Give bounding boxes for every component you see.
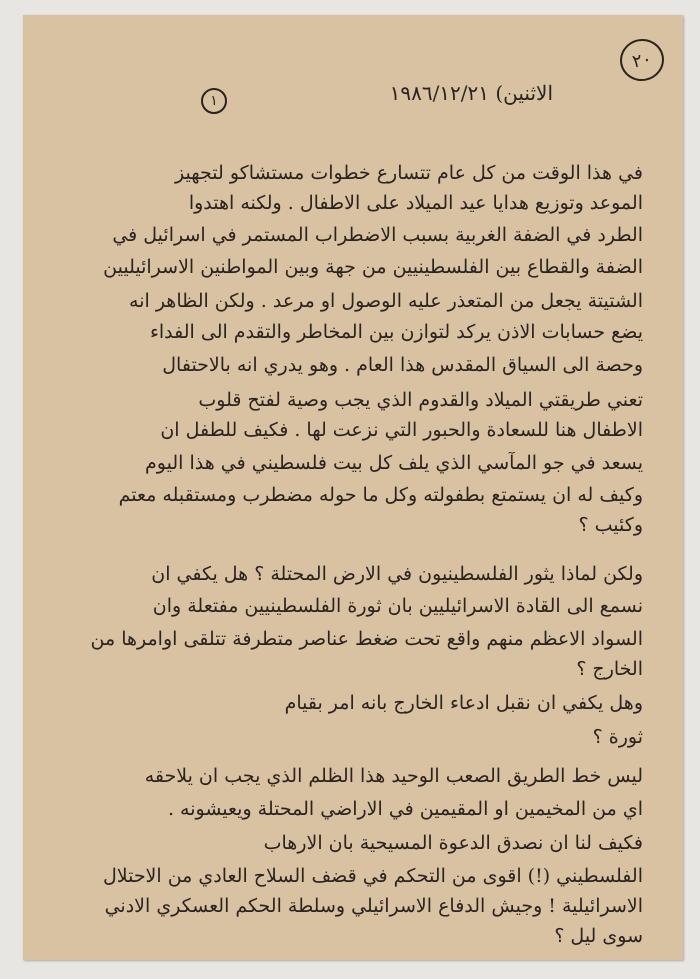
text-line: الطرد في الضفة الغربية بسبب الاضطراب المستمر في اسرائيل في — [112, 224, 643, 246]
text-line: الموعد وتوزيع هدايا عيد الميلاد على الاطفال . ولكنه اهتدوا — [188, 192, 643, 214]
text-line: وكيف له ان يستمتع بطفولته وكل ما حوله مضطرب ومستقبله معتم — [118, 484, 643, 506]
text-line: نسمع الى القادة الاسرائيليين بان ثورة الفلسطينيين مفتعلة وان — [152, 595, 643, 617]
text-line: الخارج ؟ — [576, 658, 643, 680]
text-line: الاطفال هنا للسعادة والحبور التي نزعت لها . فكيف للطفل ان — [160, 419, 643, 441]
document-page — [23, 15, 683, 960]
text-line: سوى ليل ؟ — [554, 925, 643, 947]
text-line: اي من المخيمين او المقيمين في الاراضي المحتلة ويعيشونه . — [167, 798, 643, 820]
date-heading: الاثنين) ١٩٨٦/١٢/٢١ — [389, 81, 553, 105]
text-line: ثورة ؟ — [592, 726, 643, 748]
text-line: في هذا الوقت من كل عام تتسارع خطوات مستشاكو لتجهيز — [175, 162, 643, 184]
text-line: الشتيتة يجعل من المتعذر عليه الوصول او مرعد . ولكن الظاهر انه — [129, 290, 643, 312]
text-line: الفلسطيني (!) اقوى من التحكم في قضف السلاح العادي من الاحتلال — [102, 865, 643, 887]
text-line: الضفة والقطاع بين الفلسطينيين من جهة وبين المواطنين الاسرائيليين — [103, 256, 643, 278]
text-line: وكئيب ؟ — [578, 514, 643, 536]
text-line: ولكن لماذا يثور الفلسطينيون في الارض المحتلة ؟ هل يكفي ان — [151, 563, 643, 585]
text-line: وهل يكفي ان نقبل ادعاء الخارج بانه امر بقيام — [284, 692, 643, 714]
text-line: يسعد في جو المآسي الذي يلف كل بيت فلسطيني في هذا اليوم — [145, 452, 643, 474]
text-line: يضع حسابات الاذن يركد لتوازن بين المخاطر والتقدم الى الفداء — [149, 321, 643, 343]
page-number-circle: ٢٠ — [617, 35, 668, 84]
text-line: ليس خط الطريق الصعب الوحيد هذا الظلم الذي يجب ان يلاحقه — [144, 765, 643, 787]
text-line: الاسرائيلية ! وجيش الدفاع الاسرائيلي وسلطة الحكم العسكري الادني — [104, 895, 643, 917]
text-line: تعني طريقتي الميلاد والقدوم الذي يجب وصية لفتح قلوب — [198, 389, 643, 411]
sheet-number-circle: ١ — [201, 88, 227, 114]
text-line: السواد الاعظم منهم واقع تحت ضغط عناصر متطرفة تتلقى اوامرها من — [90, 628, 643, 650]
text-line: وحصة الى السياق المقدس هذا العام . وهو يدري انه بالاحتفال — [162, 354, 643, 376]
text-line: فكيف لنا ان نصدق الدعوة المسيحية بان الارهاب — [263, 832, 643, 854]
